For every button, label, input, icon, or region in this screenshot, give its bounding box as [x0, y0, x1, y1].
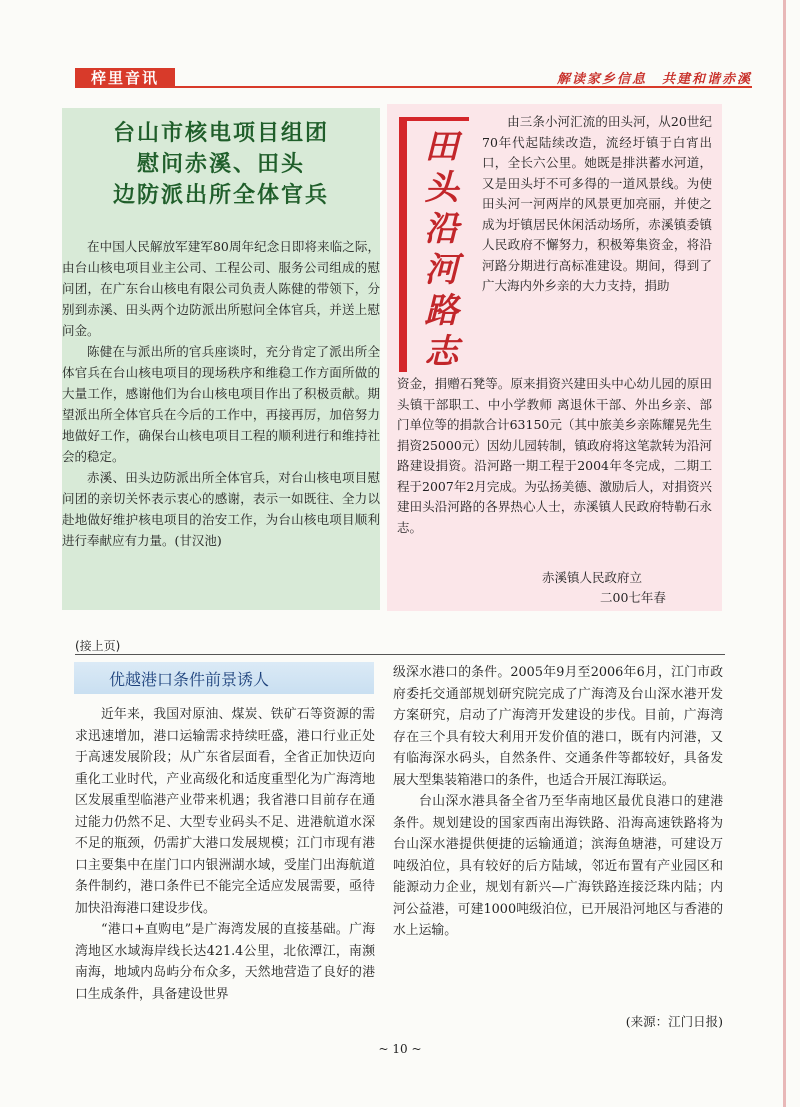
article-port-left-column [75, 704, 375, 1005]
subtitle-banner [74, 662, 374, 694]
section-divider [75, 654, 725, 655]
article-riverside-title [399, 117, 469, 372]
title-line: 边防派出所全体官兵 [112, 183, 329, 208]
article-riverside-body-bottom [397, 374, 712, 538]
title-char: 田 [424, 127, 459, 167]
title-char: 头 [424, 168, 459, 208]
paragraph: “港口+直购电”是广海湾发展的直接基础。广海湾地区水域海岸线长达421.4公里，北依潭江，南濒南海，地域内岛屿分布众多，天然地营造了良好的港口生成条件，具备建设世界 [75, 922, 375, 1002]
article-port-subtitle: 优越港口条件前景诱人 [109, 670, 270, 689]
page-edge-stripe [783, 0, 786, 1107]
paragraph: 近年来，我国对原油、煤炭、铁矿石等资源的需求迅速增加，港口运输需求持续旺盛，港口行业正处于高速发展阶段；从广东省层面看，全省正加快迈向重化工业时代，产业高级化和适度重型化为广海湾地区发展重型临港产业带来机遇；我省港口目前存在通过能力仍然不足、大型专业码头不足、进港航道水深不足的瓶颈，仍需扩大港口发展规模；江门市现有港口主要集中在崖门口内银洲湖水域，受崖门出海航道条件制约，港口条件已不能完全适应发展需要，亟待加快沿海港口建设步伐。 [75, 707, 375, 916]
title-char: 志 [424, 332, 459, 372]
page-number: ~ 10 ~ [378, 1042, 422, 1056]
article-nuclear-title [62, 118, 380, 211]
article-nuclear-body [62, 236, 380, 551]
title-line: 台山市核电项目组团 [112, 121, 329, 146]
paragraph: 由三条小河汇流的田头河，从20世纪70年代起陆续改造，流经圩镇于白宵出口，全长六公里。她既是排洪蓄水河道，又是田头圩不可多得的一道风景线。为使田头河一河两岸的风景更加亮丽，并使之成为圩镇居民休闲活动场所，赤溪镇委镇人民政府不懈努力，积极筹集资金，将沿河路分期进行高标准建设。期间，得到了广大海内外乡亲的大力支持，捐助 [482, 114, 712, 293]
continued-label: (接上页) [75, 639, 121, 653]
article-port-right-column [393, 662, 723, 942]
paragraph: 级深水港口的条件。2005年9月至2006年6月，江门市政府委托交通部规划研究院完成了广海湾及台山深水港开发方案研究，启动了广海湾开发建设的步伐。目前，广海湾存在三个具有较大利用开发价值的港口，既有内河港，又有临海深水码头，自然条件、交通条件等都较好，具备发展大型集装箱港口的条件，也适合开展江海联运。 [393, 665, 723, 788]
article-source: (来源：江门日报) [625, 1014, 723, 1029]
signature-org: 赤溪镇人民政府立 [542, 570, 643, 585]
paragraph: 赤溪、田头边防派出所全体官兵，对台山核电项目慰问团的亲切关怀表示衷心的感谢，表示一如既往、全力以赴地做好维护核电项目的治安工作，为台山核电项目顺利进行奉献应有力量。(甘汉池) [62, 470, 380, 548]
paragraph: 台山深水港具备全省乃至华南地区最优良港口的建港条件。规划建设的国家西南出海铁路、沿海高速铁路将为台山深水港提供便捷的运输通道；滨海鱼塘港，可建设万吨级泊位，具有较好的后方陆域，邻近布置有产业园区和能源动力企业，规划有新兴—广海铁路连接泛珠内陆；内河公益港，可建1000吨级泊位，已开展沿河地区与香港的水上运输。 [393, 794, 723, 938]
header-slogan: 解读家乡信息 共建和谐赤溪 [556, 72, 752, 87]
section-tag: 梓里音讯 [75, 68, 175, 88]
paragraph: 在中国人民解放军建军80周年纪念日即将来临之际，由台山核电项目业主公司、工程公司、服务公司组成的慰问团，在广东台山核电有限公司负责人陈健的带领下，分别到赤溪、田头两个边防派出所慰问全体官兵，并送上慰问金。 [62, 239, 380, 338]
paragraph: 资金，捐赠石凳等。原来捐资兴建田头中心幼儿园的原田头镇干部职工、中小学教师 离退休干部、外出乡亲、部门单位等的捐款合计63150元（其中旅美乡亲陈耀晃先生捐资25000元）因幼儿园转制，镇政府将这笔款转为沿河路建设捐资。沿河路一期工程于2004年冬完成，二期工程于2007年2月完成。为弘扬美德、激励后人，对捐资兴建田头沿河路的各界热心人士，赤溪镇人民政府特勒石永志。 [397, 376, 712, 535]
top-articles [62, 96, 722, 611]
title-char: 沿 [424, 209, 459, 249]
paragraph: 陈健在与派出所的官兵座谈时，充分肯定了派出所全体官兵在台山核电项目的现场秩序和维稳工作方面所做的大量工作，感谢他们为台山核电项目作出了积极贡献。期望派出所全体官兵在今后的工作中，再接再厉，加倍努力地做好工作，确保台山核电项目工程的顺利进行和维持社会的稳定。 [62, 344, 380, 464]
article-riverside-body-top [482, 112, 712, 297]
signature-date: 二00七年春 [600, 590, 666, 605]
page-header [75, 68, 752, 88]
title-bar [399, 117, 407, 372]
title-char: 河 [424, 250, 459, 290]
title-char: 路 [424, 291, 459, 331]
title-line: 慰问赤溪、田头 [136, 152, 305, 177]
